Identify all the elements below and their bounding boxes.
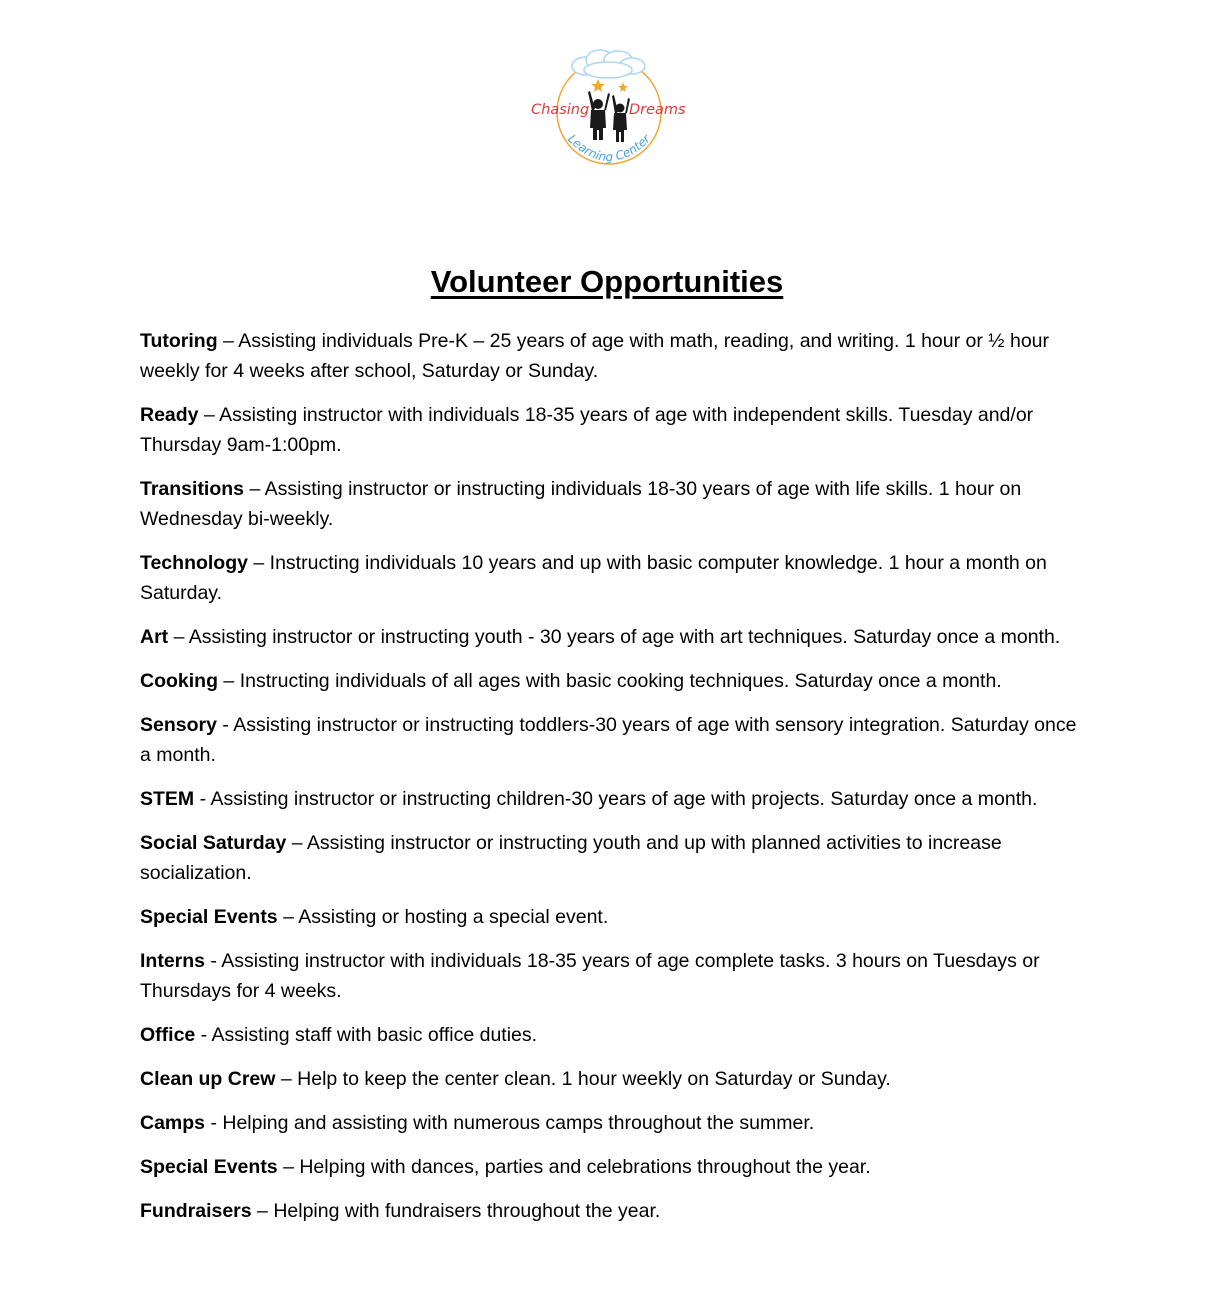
opportunity-item bbox=[140, 400, 1080, 460]
opportunity-description: Assisting individuals Pre-K – 25 years of age with math, reading, and writing. 1 hour or ½ hour weekly for 4 weeks after school, Saturday or Sunday. bbox=[140, 330, 1049, 382]
opportunity-item bbox=[140, 1152, 1080, 1182]
logo bbox=[528, 46, 690, 176]
opportunity-item bbox=[140, 784, 1080, 814]
logo-text-right: Dreams bbox=[629, 102, 686, 118]
logo-graphic bbox=[528, 46, 690, 176]
opportunity-list bbox=[140, 326, 1080, 1240]
children-silhouette-icon bbox=[588, 91, 630, 142]
opportunity-separator: – bbox=[277, 906, 299, 928]
opportunity-item bbox=[140, 622, 1080, 652]
page-title: Volunteer Opportunities bbox=[430, 264, 784, 299]
opportunity-separator: - bbox=[205, 1112, 223, 1134]
opportunity-item bbox=[140, 548, 1080, 608]
opportunity-name: Interns bbox=[140, 950, 206, 972]
star-icon bbox=[591, 79, 628, 92]
opportunity-description: Assisting instructor with individuals 18-35 years of age with independent skills. Tuesday and/or Thursday 9am-1:00pm. bbox=[140, 404, 1034, 456]
opportunity-name: Ready bbox=[140, 404, 199, 426]
opportunity-item bbox=[140, 1108, 1080, 1138]
opportunity-name: Special Events bbox=[140, 1156, 278, 1178]
logo-clouds bbox=[572, 50, 645, 78]
opportunity-item bbox=[140, 666, 1080, 696]
opportunity-item bbox=[140, 326, 1080, 386]
opportunity-name: Technology bbox=[140, 552, 248, 574]
opportunity-name: Social Saturday bbox=[140, 832, 287, 854]
opportunity-name: Special Events bbox=[140, 906, 278, 928]
opportunity-item bbox=[140, 946, 1080, 1006]
opportunity-separator: – bbox=[244, 478, 265, 500]
opportunity-description: Assisting or hosting a special event. bbox=[298, 906, 609, 928]
opportunity-name: Sensory bbox=[140, 714, 217, 736]
opportunity-name: Fundraisers bbox=[140, 1200, 252, 1222]
opportunity-description: Instructing individuals of all ages with basic cooking techniques. Saturday once a month. bbox=[239, 670, 1002, 692]
opportunity-description: Assisting instructor with individuals 18-35 years of age complete tasks. 3 hours on Tuesdays or Thursdays for 4 weeks. bbox=[140, 950, 1040, 1002]
opportunity-name: Office bbox=[140, 1024, 196, 1046]
opportunity-item bbox=[140, 474, 1080, 534]
opportunity-description: Assisting instructor or instructing children-30 years of age with projects. Saturday once a month. bbox=[210, 788, 1038, 810]
opportunity-description: Assisting staff with basic office duties. bbox=[211, 1024, 538, 1046]
opportunity-name: Clean up Crew bbox=[140, 1068, 276, 1090]
opportunity-name: Art bbox=[140, 626, 169, 648]
opportunity-description: Help to keep the center clean. 1 hour weekly on Saturday or Sunday. bbox=[297, 1068, 891, 1090]
opportunity-name: Camps bbox=[140, 1112, 206, 1134]
opportunity-description: Helping with fundraisers throughout the year. bbox=[273, 1200, 661, 1222]
opportunity-name: Transitions bbox=[140, 478, 245, 500]
opportunity-description: Assisting instructor or instructing individuals 18-30 years of age with life skills. 1 hour on Wednesday bi-weekly. bbox=[140, 478, 1022, 530]
opportunity-item bbox=[140, 710, 1080, 770]
opportunity-item bbox=[140, 1064, 1080, 1094]
opportunity-separator: – bbox=[275, 1068, 298, 1090]
logo-text-bottom: Learning Center bbox=[565, 131, 653, 165]
opportunity-separator: – bbox=[286, 832, 307, 854]
opportunity-description: Helping and assisting with numerous camps throughout the summer. bbox=[222, 1112, 815, 1134]
opportunity-separator: - bbox=[195, 1024, 212, 1046]
opportunity-name: Cooking bbox=[140, 670, 218, 692]
opportunity-description: Helping with dances, parties and celebrations throughout the year. bbox=[299, 1156, 871, 1178]
opportunity-separator: - bbox=[216, 714, 234, 736]
opportunity-separator: – bbox=[251, 1200, 274, 1222]
opportunity-separator: - bbox=[194, 788, 211, 810]
opportunity-description: Instructing individuals 10 years and up with basic computer knowledge. 1 hour a month on Saturday. bbox=[140, 552, 1047, 604]
opportunity-separator: – bbox=[247, 552, 270, 574]
opportunity-item bbox=[140, 902, 1080, 932]
opportunity-separator: - bbox=[205, 950, 222, 972]
opportunity-description: Assisting instructor or instructing toddlers-30 years of age with sensory integration. Saturday once a month. bbox=[140, 714, 1077, 766]
opportunity-description: Assisting instructor or instructing youth and up with planned activities to increase socialization. bbox=[140, 832, 1002, 884]
opportunity-description: Assisting instructor or instructing youth - 30 years of age with art techniques. Saturday once a month. bbox=[188, 626, 1061, 648]
opportunity-separator: – bbox=[198, 404, 220, 426]
opportunity-separator: – bbox=[218, 670, 240, 692]
opportunity-item bbox=[140, 1196, 1080, 1226]
opportunity-item bbox=[140, 1020, 1080, 1050]
logo-text-left: Chasing bbox=[531, 102, 590, 118]
opportunity-name: STEM bbox=[140, 788, 195, 810]
opportunity-item bbox=[140, 828, 1080, 888]
opportunity-separator: – bbox=[277, 1156, 300, 1178]
opportunity-separator: – bbox=[168, 626, 189, 648]
opportunity-separator: – bbox=[217, 330, 239, 352]
opportunity-name: Tutoring bbox=[140, 330, 218, 352]
